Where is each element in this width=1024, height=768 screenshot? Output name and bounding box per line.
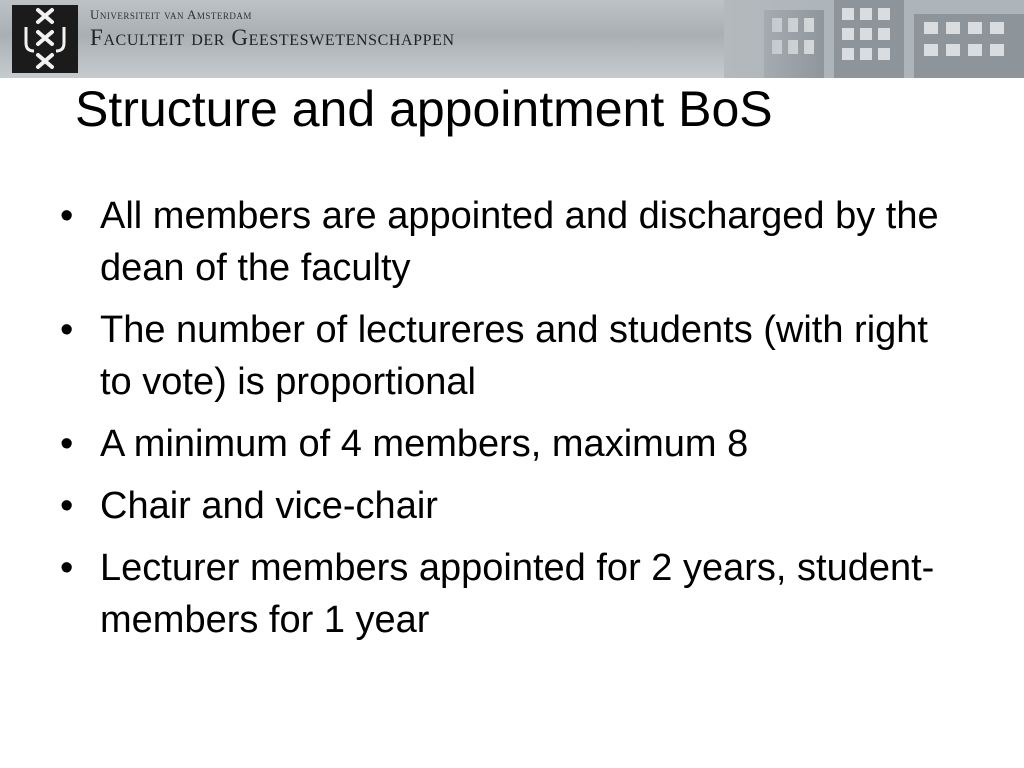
slide-title: Structure and appointment BoS (75, 81, 773, 137)
bullet-point-icon: • (60, 423, 74, 465)
bullet-item (60, 418, 960, 470)
bullet-point-icon: • (60, 309, 74, 351)
bullet-point-icon: • (60, 195, 74, 237)
bullet-item (60, 480, 960, 532)
bullet-point-icon: • (60, 547, 74, 589)
bullet-item (60, 542, 960, 646)
bullet-item (60, 190, 960, 294)
bullet-point-icon: • (60, 485, 74, 527)
bullet-text: Lecturer members appointed for 2 years, student-members for 1 year (100, 547, 935, 641)
bullet-list (60, 190, 960, 656)
bullet-text: The number of lectureres and students (with right to vote) is proportional (100, 309, 928, 403)
bullet-text: All members are appointed and discharged by the dean of the faculty (100, 195, 939, 289)
building-photo (724, 0, 1024, 78)
bullet-text: A minimum of 4 members, maximum 8 (100, 423, 749, 465)
slide-header-banner (0, 0, 1024, 78)
faculty-name: Faculteit der Geesteswetenschappen (90, 25, 455, 50)
bullet-item (60, 304, 960, 408)
uva-logo-icon (12, 5, 78, 73)
university-name: Universiteit van Amsterdam (90, 7, 252, 22)
bullet-text: Chair and vice-chair (100, 485, 438, 527)
